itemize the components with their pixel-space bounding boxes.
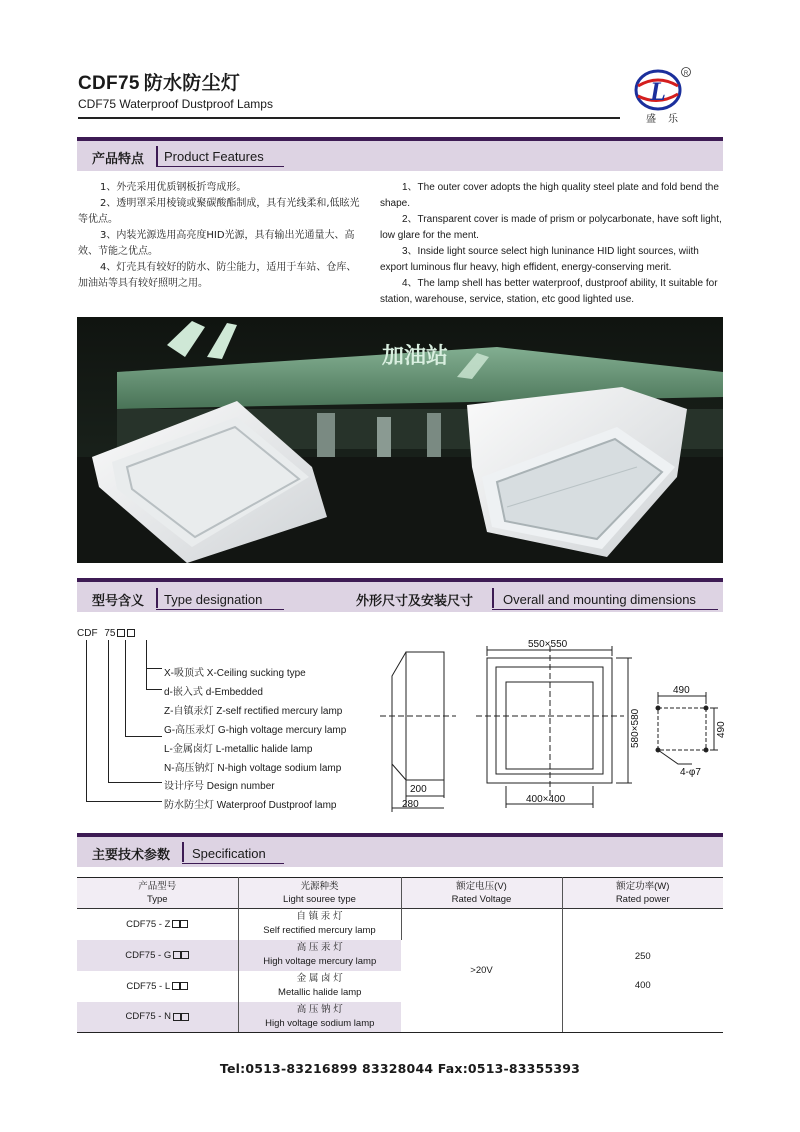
- dim-side-outer: 280: [402, 799, 419, 810]
- type-heading-cn: 型号含义: [92, 594, 145, 609]
- header-rule: [78, 117, 620, 119]
- feature-en-item: 2、Transparent cover is made of prism or polycarbonate, have soft light, low glare for the ment.: [380, 214, 722, 241]
- dim-front-bottom: 400×400: [526, 794, 566, 805]
- dimensions-heading-cn: 外形尺寸及安装尺寸: [356, 594, 474, 609]
- feature-en-item: 4、The lamp shell has better waterproof, dustproof ability, It suitable for station, warehouse, service, station, etc good lighted use.: [380, 278, 718, 305]
- features-heading-underline: [156, 166, 284, 167]
- dimensions-heading-underline: [492, 609, 718, 610]
- tree-line: [146, 668, 162, 669]
- cell-source: 金 属 卤 灯 Metallic halide lamp: [278, 973, 362, 998]
- model-code: CDF75: [78, 73, 140, 94]
- tree-line: [86, 640, 87, 802]
- tree-line: [86, 801, 162, 802]
- feature-en-item: 1、The outer cover adopts the high quality steel plate and fold bend the shape.: [380, 182, 719, 209]
- tree-line: [146, 689, 162, 690]
- cell-type: CDF75 - G: [77, 940, 238, 971]
- dim-front-right: 580×580: [630, 708, 641, 748]
- dimensions-heading-divider: [492, 588, 494, 608]
- cell-power: [562, 909, 723, 1033]
- col-source: 光源种类 Light souree type: [238, 878, 401, 909]
- type-code-prefix: CDF: [77, 628, 98, 639]
- title-cn: 防水防尘灯: [143, 73, 241, 94]
- type-code: [77, 628, 135, 639]
- features-heading-en: Product Features: [164, 149, 264, 164]
- feature-cn-item: 3、内装光源选用高亮度HID光源，具有输出光通量大、高效、节能之优点。: [78, 230, 355, 257]
- spec-heading-cn: 主要技术参数: [92, 848, 171, 863]
- spec-section-band: [77, 837, 723, 867]
- type-heading-underline: [156, 609, 284, 610]
- spec-table: [77, 877, 723, 1033]
- page-title: [78, 68, 240, 95]
- spec-heading-en: Specification: [192, 846, 266, 861]
- features-list-cn: [78, 180, 360, 292]
- features-list-en: [380, 180, 725, 308]
- feature-cn-item: 2、透明罩采用棱镜或聚碳酸酯制成，具有光线柔和,低眩光等优点。: [78, 198, 360, 225]
- cell-type: CDF75 - Z: [77, 909, 238, 940]
- col-type: 产品型号 Type: [77, 878, 238, 909]
- cell-type: CDF75 - L: [77, 971, 238, 1002]
- designation-item: L-金属卤灯 L-metallic halide lamp: [164, 744, 313, 755]
- features-heading-divider: [156, 146, 158, 166]
- logo-company-name: 盛乐: [646, 114, 690, 125]
- cell-source: 高 压 汞 灯 High voltage mercury lamp: [263, 942, 377, 967]
- page-subtitle: CDF75 Waterproof Dustproof Lamps: [78, 97, 273, 111]
- dim-mount-holes: 4-φ7: [680, 767, 701, 778]
- designation-item: X-吸顶式 X-Ceiling sucking type: [164, 668, 306, 679]
- tree-line: [146, 640, 147, 690]
- col-voltage: 额定电压(V) Rated Voltage: [401, 878, 562, 909]
- designation-item: N-高压钠灯 N-high voltage sodium lamp: [164, 763, 342, 774]
- spec-heading-underline: [182, 863, 284, 864]
- tree-line: [155, 706, 156, 770]
- logo-mark-icon: [632, 66, 692, 112]
- svg-text:R: R: [683, 71, 689, 77]
- mounting-pattern: [658, 708, 706, 750]
- cell-type: CDF75 - N: [77, 1002, 238, 1033]
- svg-text:L: L: [650, 77, 666, 106]
- tree-line: [108, 782, 162, 783]
- feature-cn-item: 4、灯壳具有较好的防水、防尘能力，适用于车站、仓库、加油站等具有较好照明之用。: [78, 262, 357, 289]
- spec-header-row: [77, 878, 723, 909]
- dim-mount-right: 490: [716, 721, 727, 738]
- cell-source: 自 镇 汞 灯 Self rectified mercury lamp: [238, 909, 401, 940]
- tree-line: [108, 640, 109, 783]
- designation-item: Z-自镇汞灯 Z-self rectified mercury lamp: [164, 706, 343, 717]
- product-photo: [77, 317, 723, 563]
- designation-item: 防水防尘灯 Waterproof Dustproof lamp: [164, 800, 337, 811]
- designation-item: d-嵌入式 d-Embedded: [164, 687, 263, 698]
- cell-voltage: >20V: [401, 909, 562, 1033]
- tree-line: [125, 640, 126, 737]
- tree-line: [125, 736, 162, 737]
- dim-front-top: 550×550: [528, 639, 568, 650]
- lamp-photo-illustration: [77, 317, 723, 563]
- features-heading-cn: 产品特点: [92, 152, 145, 167]
- table-row: [77, 909, 723, 940]
- designation-item: 设计序号 Design number: [164, 781, 275, 792]
- type-heading-divider: [156, 588, 158, 608]
- col-power: 额定功率(W) Rated power: [615, 881, 670, 905]
- feature-en-item: 3、Inside light source select high luninance HID light sources, wiith export luminous flur heavy, high effident, energy-conserving merit.: [380, 246, 699, 273]
- dim-side-inner: 200: [410, 784, 427, 795]
- feature-cn-item: 1、外壳采用优质钢板折弯成形。: [100, 182, 247, 193]
- cell-source: 高 压 钠 灯 High voltage sodium lamp: [238, 1002, 401, 1033]
- dim-mount-top: 490: [673, 685, 690, 696]
- type-code-number: 75: [104, 628, 116, 639]
- power-value: 400: [634, 979, 651, 991]
- dimensions-heading-en: Overall and mounting dimensions: [503, 592, 696, 607]
- dimension-drawing: [380, 636, 725, 816]
- code-box-1: [117, 629, 125, 637]
- type-heading-en: Type designation: [164, 592, 263, 607]
- contact-footer: Tel:0513-83216899 83328044 Fax:0513-83355393: [219, 1061, 581, 1076]
- photo-sign: 加油站: [382, 344, 449, 369]
- spec-heading-divider: [182, 842, 184, 862]
- code-box-2: [127, 629, 135, 637]
- designation-item: G-高压汞灯 G-high voltage mercury lamp: [164, 725, 347, 736]
- power-value: 250: [634, 950, 651, 962]
